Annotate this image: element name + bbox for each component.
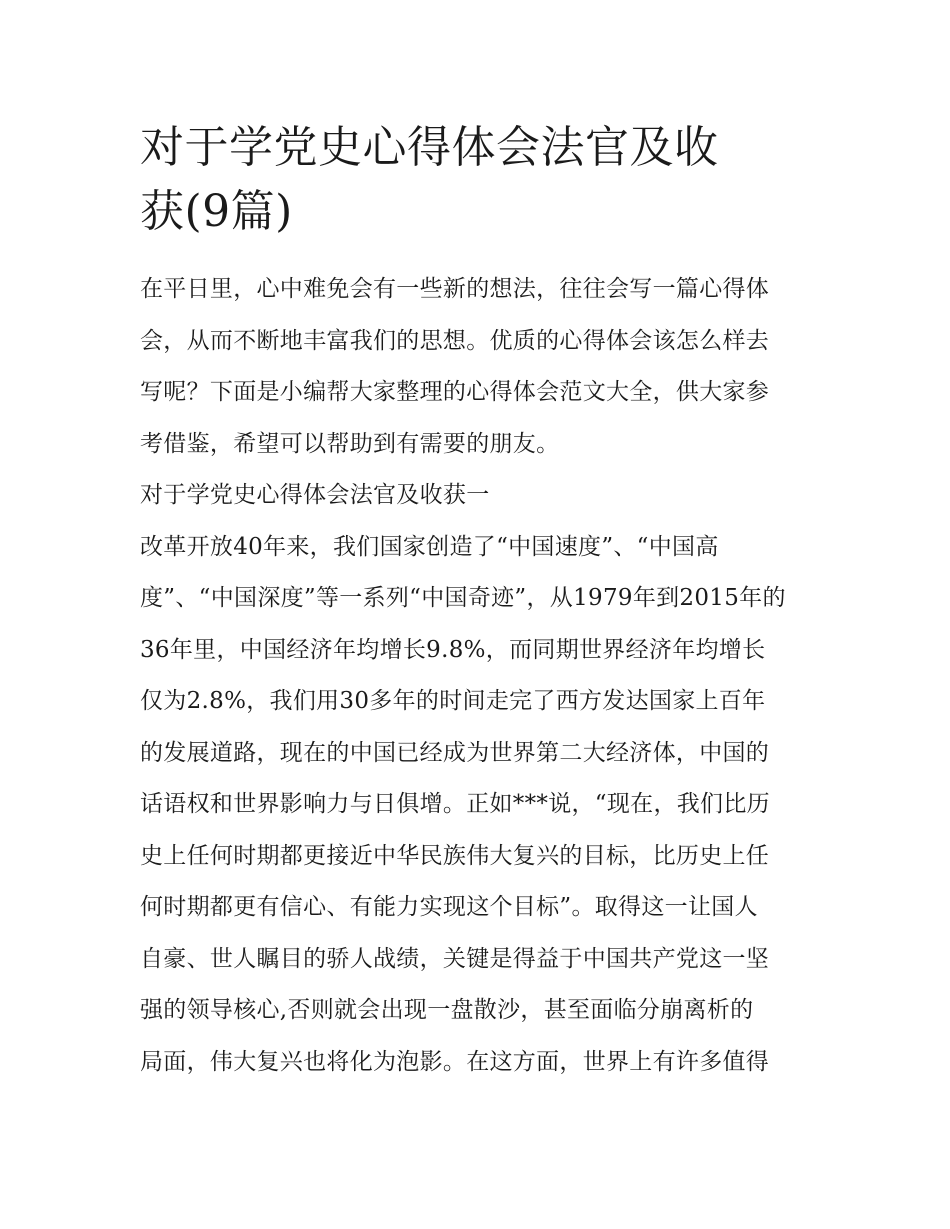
title-line: 获(9篇) — [140, 186, 293, 237]
document-content — [140, 116, 812, 1088]
intro-line: 写呢？下面是小编帮大家整理的心得体会范文大全，供大家参 — [140, 379, 770, 405]
paragraph-line: 仅为2.8%，我们用30多年的时间走完了西方发达国家上百年 — [140, 688, 766, 714]
paragraph-line: 史上任何时期都更接近中华民族伟大复兴的目标，比历史上任 — [140, 842, 770, 869]
title-line: 对于学党史心得体会法官及收 — [140, 122, 719, 173]
paragraph-line: 的发展道路，现在的中国已经成为世界第二大经济体，中国的 — [140, 739, 770, 766]
paragraph-line: 自豪、世人瞩目的骄人战绩，关键是得益于中国共产党这一坚 — [140, 945, 770, 972]
section-heading: 对于学党史心得体会法官及收获一 — [140, 482, 490, 508]
intro-line: 考借鉴，希望可以帮助到有需要的朋友。 — [140, 430, 560, 457]
paragraph-line: 话语权和世界影响力与日俱增。正如***说，“现在，我们比历 — [140, 791, 770, 817]
paragraph-line: 度”、“中国深度”等一系列“中国奇迹”，从1979年到2015年的 — [140, 585, 786, 611]
paragraph-line: 改革开放40年来，我们国家创造了“中国速度”、“中国高 — [140, 533, 719, 560]
document-title — [140, 116, 812, 244]
document-body — [140, 264, 812, 1088]
paragraph-line: 36年里，中国经济年均增长9.8%，而同期世界经济年均增长 — [140, 636, 766, 663]
intro-line: 在平日里，心中难免会有一些新的想法，往往会写一篇心得体 — [140, 276, 770, 302]
paragraph-line: 强的领导核心,否则就会出现一盘散沙，甚至面临分崩离析的 — [140, 997, 754, 1023]
intro-line: 会，从而不断地丰富我们的思想。优质的心得体会该怎么样去 — [140, 327, 770, 354]
paragraph-line: 局面，伟大复兴也将化为泡影。在这方面，世界上有许多值得 — [140, 1048, 770, 1075]
paragraph-line: 何时期都更有信心、有能力实现这个目标”。取得这一让国人 — [140, 894, 758, 920]
